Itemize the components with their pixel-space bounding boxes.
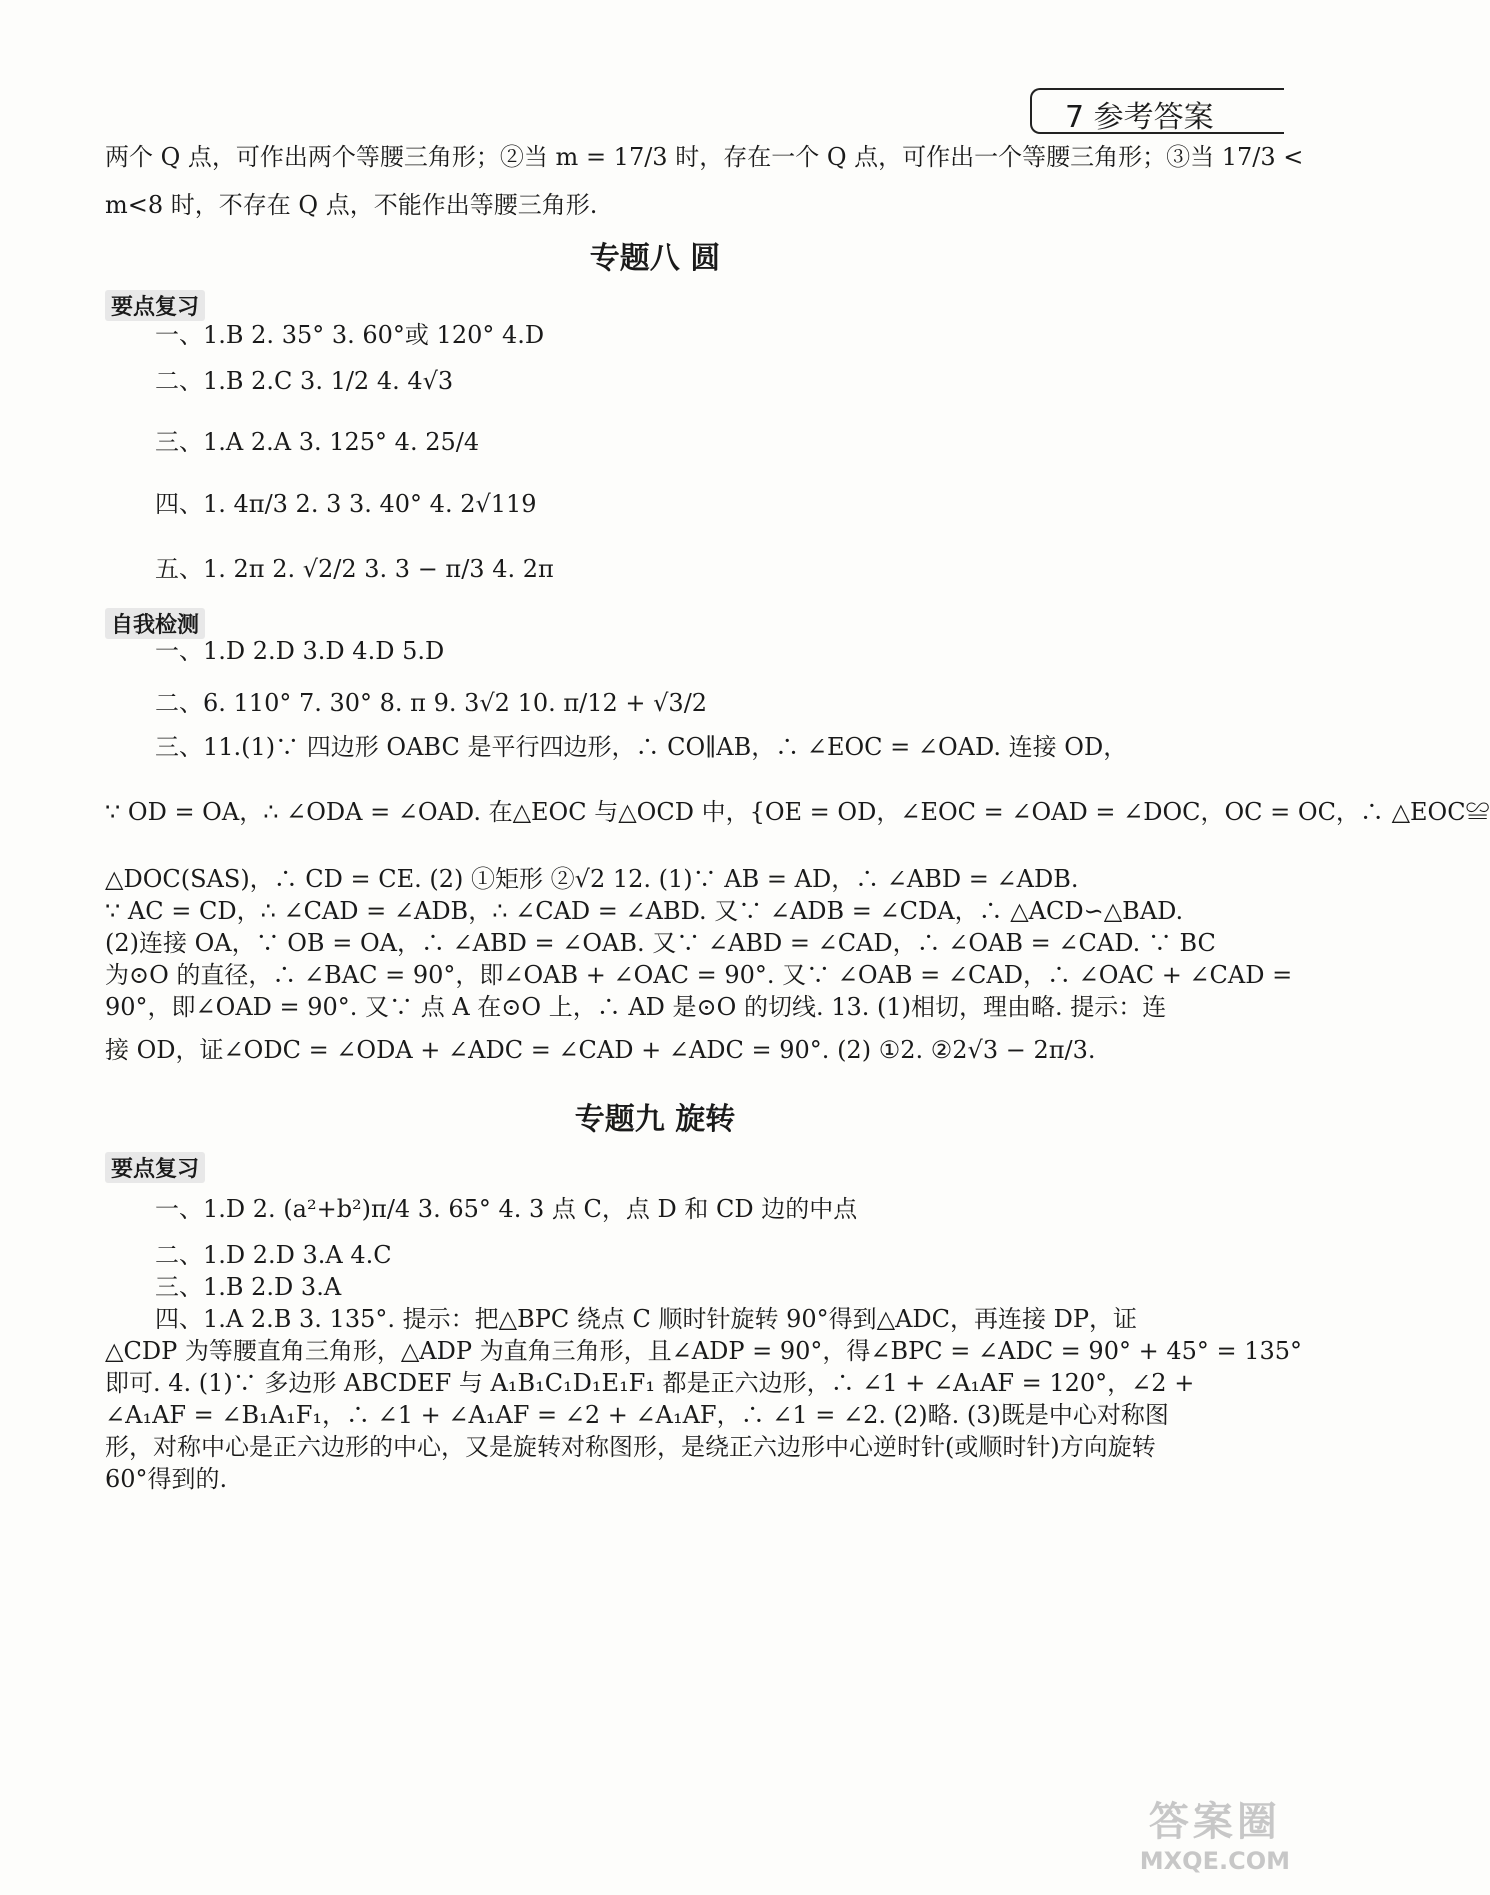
text-line: m<8 时，不存在 Q 点，不能作出等腰三角形.	[105, 191, 598, 219]
answer-line: 二、6. 110° 7. 30° 8. π 9. 3√2 10. π/12 + √3/2	[155, 689, 708, 717]
answer-line: △CDP 为等腰直角三角形，△ADP 为直角三角形，且∠ADP = 90°，得∠BPC = ∠ADC = 90° + 45° = 135°	[105, 1337, 1303, 1365]
answer-line: 三、1.B 2.D 3.A	[155, 1273, 342, 1301]
answer-line: 90°，即∠OAD = 90°. 又∵ 点 A 在⊙O 上，∴ AD 是⊙O 的切线. 13. (1)相切，理由略. 提示：连	[105, 993, 1167, 1021]
subheading: 要点复习	[105, 1152, 205, 1183]
answer-line: 接 OD，证∠ODC = ∠ODA + ∠ADC = ∠CAD + ∠ADC = 90°. (2) ①2. ②2√3 − 2π/3.	[105, 1036, 1096, 1064]
answer-line: 一、1.D 2.D 3.D 4.D 5.D	[155, 637, 445, 665]
watermark-title: 答案圈	[1148, 1799, 1281, 1845]
answer-line: 形，对称中心是正六边形的中心，又是旋转对称图形，是绕正六边形中心逆时针(或顺时针)方向旋转	[105, 1433, 1156, 1461]
answer-line: ∠A₁AF = ∠B₁A₁F₁，∴ ∠1 + ∠A₁AF = ∠2 + ∠A₁AF，∴ ∠1 = ∠2. (2)略. (3)既是中心对称图	[105, 1401, 1169, 1429]
section-title: 专题八 圆	[589, 241, 721, 276]
watermark	[1140, 1790, 1290, 1875]
answer-line: 60°得到的.	[105, 1465, 228, 1493]
subheading: 自我检测	[105, 608, 205, 639]
answer-line: △DOC(SAS)，∴ CD = CE. (2) ①矩形 ②√2 12. (1)∵ AB = AD，∴ ∠ABD = ∠ADB.	[105, 865, 1079, 893]
answer-line: ∵ AC = CD，∴ ∠CAD = ∠ADB，∴ ∠CAD = ∠ABD. 又∵ ∠ADB = ∠CDA，∴ △ACD∽△BAD.	[105, 897, 1184, 925]
answer-line: 即可. 4. (1)∵ 多边形 ABCDEF 与 A₁B₁C₁D₁E₁F₁ 都是正六边形，∴ ∠1 + ∠A₁AF = 120°，∠2 +	[105, 1369, 1195, 1397]
answer-line: 一、1.B 2. 35° 3. 60°或 120° 4.D	[155, 321, 545, 349]
answer-line: 一、1.D 2. (a²+b²)π/4 3. 65° 4. 3 点 C，点 D 和 CD 边的中点	[155, 1195, 858, 1223]
answer-line: 三、11.(1)∵ 四边形 OABC 是平行四边形，∴ CO∥AB，∴ ∠EOC = ∠OAD. 连接 OD，	[155, 733, 1128, 761]
answer-line: 四、1.A 2.B 3. 135°. 提示：把△BPC 绕点 C 顺时针旋转 90°得到△ADC，再连接 DP，证	[155, 1305, 1138, 1333]
answer-line: 四、1. 4π/3 2. 3 3. 40° 4. 2√119	[155, 490, 537, 518]
answer-line: ∵ OD = OA，∴ ∠ODA = ∠OAD. 在△EOC 与△OCD 中，{OE = OD，∠EOC = ∠OAD = ∠DOC，OC = OC，∴ △EOC≌	[105, 798, 1490, 826]
answer-line: 三、1.A 2.A 3. 125° 4. 25/4	[155, 428, 480, 456]
answer-line: (2)连接 OA，∵ OB = OA，∴ ∠ABD = ∠OAB. 又∵ ∠ABD = ∠CAD，∴ ∠OAB = ∠CAD. ∵ BC	[105, 929, 1216, 957]
text-line: 两个 Q 点，可作出两个等腰三角形；②当 m = 17/3 时，存在一个 Q 点，可作出一个等腰三角形；③当 17/3 <	[105, 143, 1304, 171]
answer-line: 二、1.D 2.D 3.A 4.C	[155, 1241, 392, 1269]
answer-line: 为⊙O 的直径，∴ ∠BAC = 90°，即∠OAB + ∠OAC = 90°. 又∵ ∠OAB = ∠CAD，∴ ∠OAC + ∠CAD =	[105, 961, 1293, 989]
answer-line: 五、1. 2π 2. √2/2 3. 3 − π/3 4. 2π	[155, 555, 554, 583]
running-header: 7 参考答案	[1065, 100, 1214, 135]
section-title: 专题九 旋转	[574, 1102, 736, 1137]
watermark-site: MXQE.COM	[1139, 1847, 1290, 1875]
answer-line: 二、1.B 2.C 3. 1/2 4. 4√3	[155, 367, 454, 395]
subheading: 要点复习	[105, 290, 205, 321]
